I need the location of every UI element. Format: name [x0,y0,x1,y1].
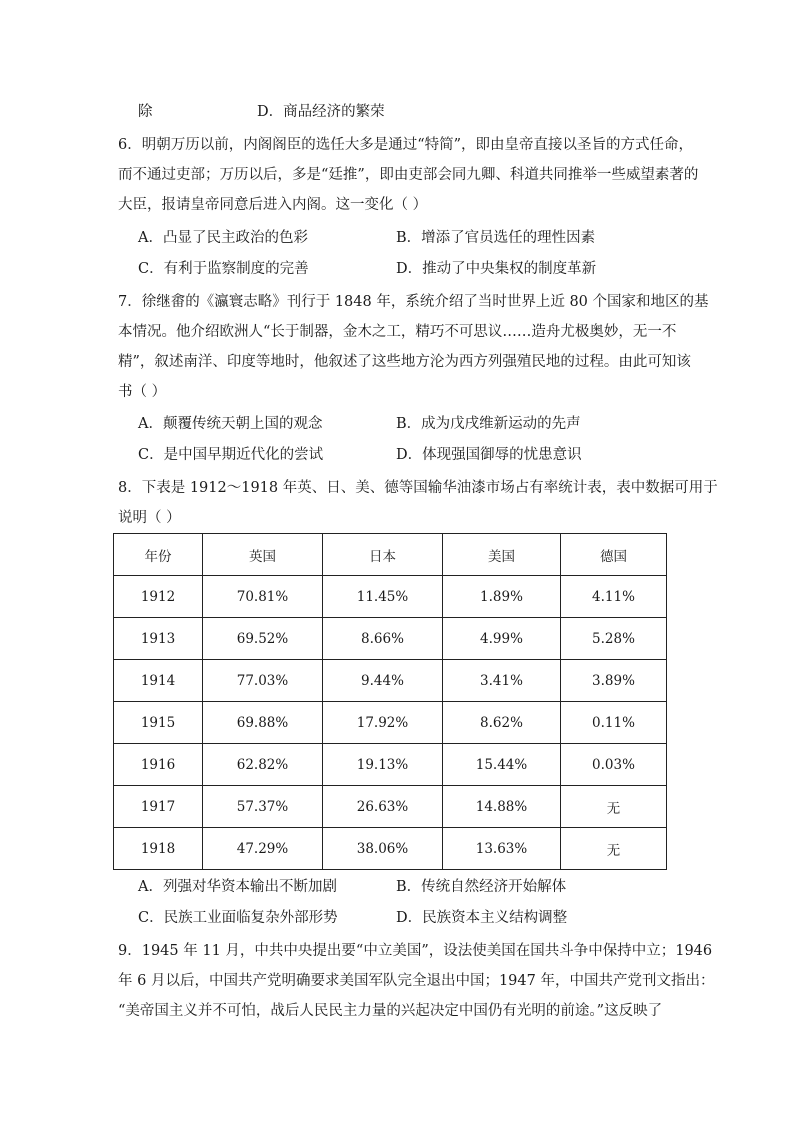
q8-option-c: C．民族工业面临复杂外部形势 [138,910,338,926]
market-share-table [113,533,667,870]
table-header-row [114,534,667,576]
q8-option-a: A．列强对华资本输出不断加剧 [138,879,337,895]
cell-usa: 15.44% [443,744,561,786]
cell-japan: 11.45% [323,576,443,618]
cell-uk: 70.81% [203,576,323,618]
cell-year: 1918 [114,828,203,870]
cell-usa: 1.89% [443,576,561,618]
cell-usa: 14.88% [443,786,561,828]
cell-japan: 38.06% [323,828,443,870]
cell-uk: 69.88% [203,702,323,744]
cell-uk: 62.82% [203,744,323,786]
q6-option-b: B．增添了官员选任的理性因素 [396,230,596,246]
table-row [114,576,667,618]
q6-option-a: A．凸显了民主政治的色彩 [138,230,308,246]
q8-stem-line-1: 8．下表是 1912～1918 年英、日、美、德等国输华油漆市场占有率统计表，表中数据可用于 [118,480,718,496]
header-uk: 英国 [203,534,323,576]
cell-japan: 26.63% [323,786,443,828]
cell-japan: 9.44% [323,660,443,702]
cell-year: 1917 [114,786,203,828]
cell-germany: 5.28% [561,618,667,660]
q9-stem-line-2: 年 6 月以后，中国共产党明确要求美国军队完全退出中国；1947 年，中国共产党刊文指出： [118,973,715,989]
table-row [114,618,667,660]
cell-germany: 无 [561,786,667,828]
header-japan: 日本 [323,534,443,576]
cell-usa: 13.63% [443,828,561,870]
q7-option-c: C．是中国早期近代化的尝试 [138,447,324,463]
header-germany: 德国 [561,534,667,576]
cell-year: 1915 [114,702,203,744]
table-row [114,828,667,870]
cell-uk: 57.37% [203,786,323,828]
table-row [114,786,667,828]
q7-option-b: B．成为戊戌维新运动的先声 [396,416,581,432]
cell-usa: 4.99% [443,618,561,660]
cell-uk: 47.29% [203,828,323,870]
header-usa: 美国 [443,534,561,576]
cell-germany: 0.03% [561,744,667,786]
cell-usa: 3.41% [443,660,561,702]
table-row [114,744,667,786]
cell-year: 1913 [114,618,203,660]
q7-option-d: D．体现强国御辱的忧患意识 [396,447,582,463]
q6-stem-line-1: 6．明朝万历以前，内阁阁臣的选任大多是通过“特简”，即由皇帝直接以圣旨的方式任命， [118,137,694,153]
cell-germany: 4.11% [561,576,667,618]
cell-germany: 3.89% [561,660,667,702]
q7-stem-line-1: 7．徐继畬的《瀛寰志略》刊行于 1848 年，系统介绍了当时世界上近 80 个国家和地区的基 [118,294,709,310]
q8-stem-line-2: 说明（ ） [118,510,181,526]
q7-stem-line-4: 书（ ） [118,384,167,400]
cell-year: 1912 [114,576,203,618]
q7-stem-line-2: 本情况。他介绍欧洲人“长于制器，金木之工，精巧不可思议……造舟尤极奥妙，无一不 [118,324,677,340]
q5-option-c-tail: 除 [138,104,153,120]
q8-option-b: B．传统自然经济开始解体 [396,879,567,895]
table-row [114,660,667,702]
cell-japan: 19.13% [323,744,443,786]
cell-germany: 0.11% [561,702,667,744]
q6-stem-line-2: 而不通过吏部；万历以后，多是“廷推”，即由吏部会同九卿、科道共同推举一些威望素著的 [118,167,699,183]
cell-japan: 17.92% [323,702,443,744]
cell-uk: 77.03% [203,660,323,702]
q8-option-d: D．民族资本主义结构调整 [396,910,568,926]
q5-option-d: D．商品经济的繁荣 [257,104,385,120]
q9-stem-line-1: 9．1945 年 11 月，中共中央提出要“中立美国”，设法使美国在国共斗争中保持中立；1946 [118,943,713,959]
cell-year: 1916 [114,744,203,786]
cell-usa: 8.62% [443,702,561,744]
q6-option-c: C．有利于监察制度的完善 [138,261,309,277]
header-year: 年份 [114,534,203,576]
cell-year: 1914 [114,660,203,702]
q6-stem-line-3: 大臣，报请皇帝同意后进入内阁。这一变化（ ） [118,197,428,213]
q7-stem-line-3: 精”，叙述南洋、印度等地时，他叙述了这些地方沦为西方列强殖民地的过程。由此可知该 [118,354,691,370]
table-row [114,702,667,744]
q7-option-a: A．颠覆传统天朝上国的观念 [138,416,323,432]
q9-stem-line-3: “美帝国主义并不可怕，战后人民民主力量的兴起决定中国仍有光明的前途。”这反映了 [118,1003,663,1019]
cell-germany: 无 [561,828,667,870]
cell-japan: 8.66% [323,618,443,660]
q6-option-d: D．推动了中央集权的制度革新 [396,261,597,277]
cell-uk: 69.52% [203,618,323,660]
